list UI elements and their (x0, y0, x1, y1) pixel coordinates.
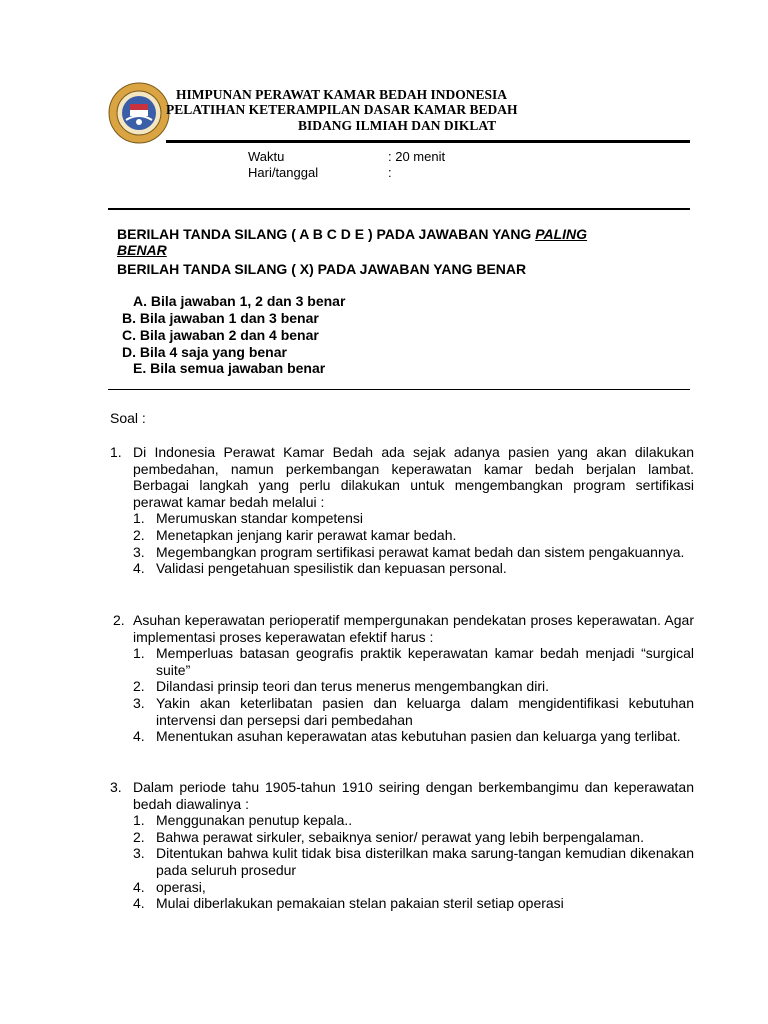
item-number: 3. (133, 694, 145, 711)
item-text: Menetapkan jenjang karir perawat kamar bedah. (156, 526, 457, 543)
item-number: 3. (133, 845, 145, 862)
answer-item (133, 829, 694, 846)
item-text: Ditentukan bahwa kulit tidak bisa disterilkan maka sarung-tangan kemudian dikenakan pada seluruh prosedur (156, 845, 694, 878)
question-number: 1. (110, 444, 122, 460)
item-number: 1. (133, 812, 145, 829)
option-a (133, 293, 345, 309)
instruction-line-1 (117, 226, 587, 242)
item-number: 2. (133, 828, 145, 845)
item-number: 4. (133, 878, 145, 895)
item-text: Mulai diberlakukan pemakaian stelan pakaian steril setiap operasi (156, 895, 564, 912)
answer-item (133, 544, 694, 561)
option-letter: B. (122, 310, 136, 326)
item-text: Memperluas batasan geografis praktik keperawatan kamar bedah menjadi “surgical suite” (156, 645, 694, 678)
questions-heading: Soal : (110, 410, 146, 426)
answer-item (133, 879, 694, 896)
question-stem: Di Indonesia Perawat Kamar Bedah ada sejak adanya pasien yang akan dilakukan pembedahan, namun perkembangan keperawatan kamar bedah berjalan lambat. Berbagai langkah yang perlu dilakukan untuk mengembangkan program sertifikasi perawat kamar bedah melalui : (133, 444, 694, 510)
option-text: Bila jawaban 2 dan 4 benar (139, 327, 319, 343)
options-divider (108, 389, 690, 390)
item-text: Menggunakan penutup kepala.. (156, 812, 353, 829)
question-number: 2. (113, 612, 125, 628)
answer-item (133, 560, 694, 577)
instruction-1-text: BERILAH TANDA SILANG ( A B C D E ) PADA JAWABAN YANG (117, 226, 536, 242)
answer-item (133, 678, 694, 695)
item-number: 3. (133, 543, 145, 560)
item-text: Megembangkan program sertifikasi perawat kamat bedah dan sistem pengakuannya. (156, 543, 685, 560)
item-text: operasi, (156, 878, 206, 895)
option-text: Bila jawaban 1 dan 3 benar (139, 310, 319, 326)
option-d (122, 344, 287, 360)
hipkabi-logo-icon (108, 82, 170, 144)
item-text: Merumuskan standar kompetensi (156, 510, 363, 527)
option-text: Bila jawaban 1, 2 dan 3 benar (150, 293, 346, 309)
answer-item (133, 895, 694, 912)
item-number: 2. (133, 678, 145, 695)
item-number: 4. (133, 728, 145, 745)
item-number: 2. (133, 526, 145, 543)
question-number: 3. (110, 779, 122, 795)
item-number: 1. (133, 645, 145, 662)
option-b (122, 310, 319, 326)
time-value: : 20 menit (388, 149, 446, 164)
item-text: Menentukan asuhan keperawatan atas kebutuhan pasien dan keluarga yang terlibat. (156, 728, 681, 745)
date-value: : (388, 165, 392, 180)
answer-item (133, 728, 694, 745)
item-number: 1. (133, 510, 145, 527)
division-title: BIDANG ILMIAH DAN DIKLAT (298, 118, 497, 133)
option-text: Bila semua jawaban benar (150, 360, 326, 376)
org-title: HIMPUNAN PERAWAT KAMAR BEDAH INDONESIA (176, 87, 508, 102)
answer-item (133, 812, 694, 829)
time-label: Waktu (248, 149, 285, 164)
answer-item (133, 695, 694, 728)
item-number: 4. (133, 895, 145, 912)
option-c (122, 327, 319, 343)
option-letter: C. (122, 327, 136, 343)
header-divider (166, 140, 690, 143)
question-1 (110, 444, 694, 577)
option-letter: E. (133, 360, 147, 376)
date-label: Hari/tanggal (248, 165, 319, 180)
answer-item (133, 527, 694, 544)
option-letter: A. (133, 293, 147, 309)
item-text: Bahwa perawat sirkuler, sebaiknya senior/ perawat yang lebih berpengalaman. (156, 828, 644, 845)
training-title: PELATIHAN KETERAMPILAN DASAR KAMAR BEDAH (166, 102, 518, 117)
section-divider (108, 208, 690, 210)
option-letter: D. (122, 344, 136, 360)
instruction-1-emphasis-cont: BENAR (117, 242, 167, 258)
answer-item (133, 645, 694, 678)
item-number: 4. (133, 560, 145, 577)
item-text: Validasi pengetahuan spesilistik dan kepuasan personal. (156, 560, 507, 577)
question-3 (110, 779, 694, 912)
option-text: Bila 4 saja yang benar (139, 344, 287, 360)
item-text: Dilandasi prinsip teori dan terus menerus mengembangkan diri. (156, 678, 549, 695)
question-stem: Asuhan keperawatan perioperatif mempergunakan pendekatan proses keperawatan. Agar implementasi proses keperawatan efektif harus : (133, 612, 694, 645)
question-2 (110, 612, 694, 745)
answer-item (133, 510, 694, 527)
question-stem: Dalam periode tahu 1905-tahun 1910 seiring dengan berkembangimu dan keperawatan bedah diawalinya : (133, 779, 694, 812)
instruction-1-emphasis: PALING (535, 226, 588, 242)
item-text: Yakin akan keterlibatan pasien dan keluarga dalam mengidentifikasi kebutuhan intervensi dan persepsi dari pembedahan (156, 694, 694, 728)
option-e (133, 360, 325, 376)
instruction-line-2: BERILAH TANDA SILANG ( X) PADA JAWABAN YANG BENAR (117, 261, 527, 277)
answer-item (133, 845, 694, 878)
